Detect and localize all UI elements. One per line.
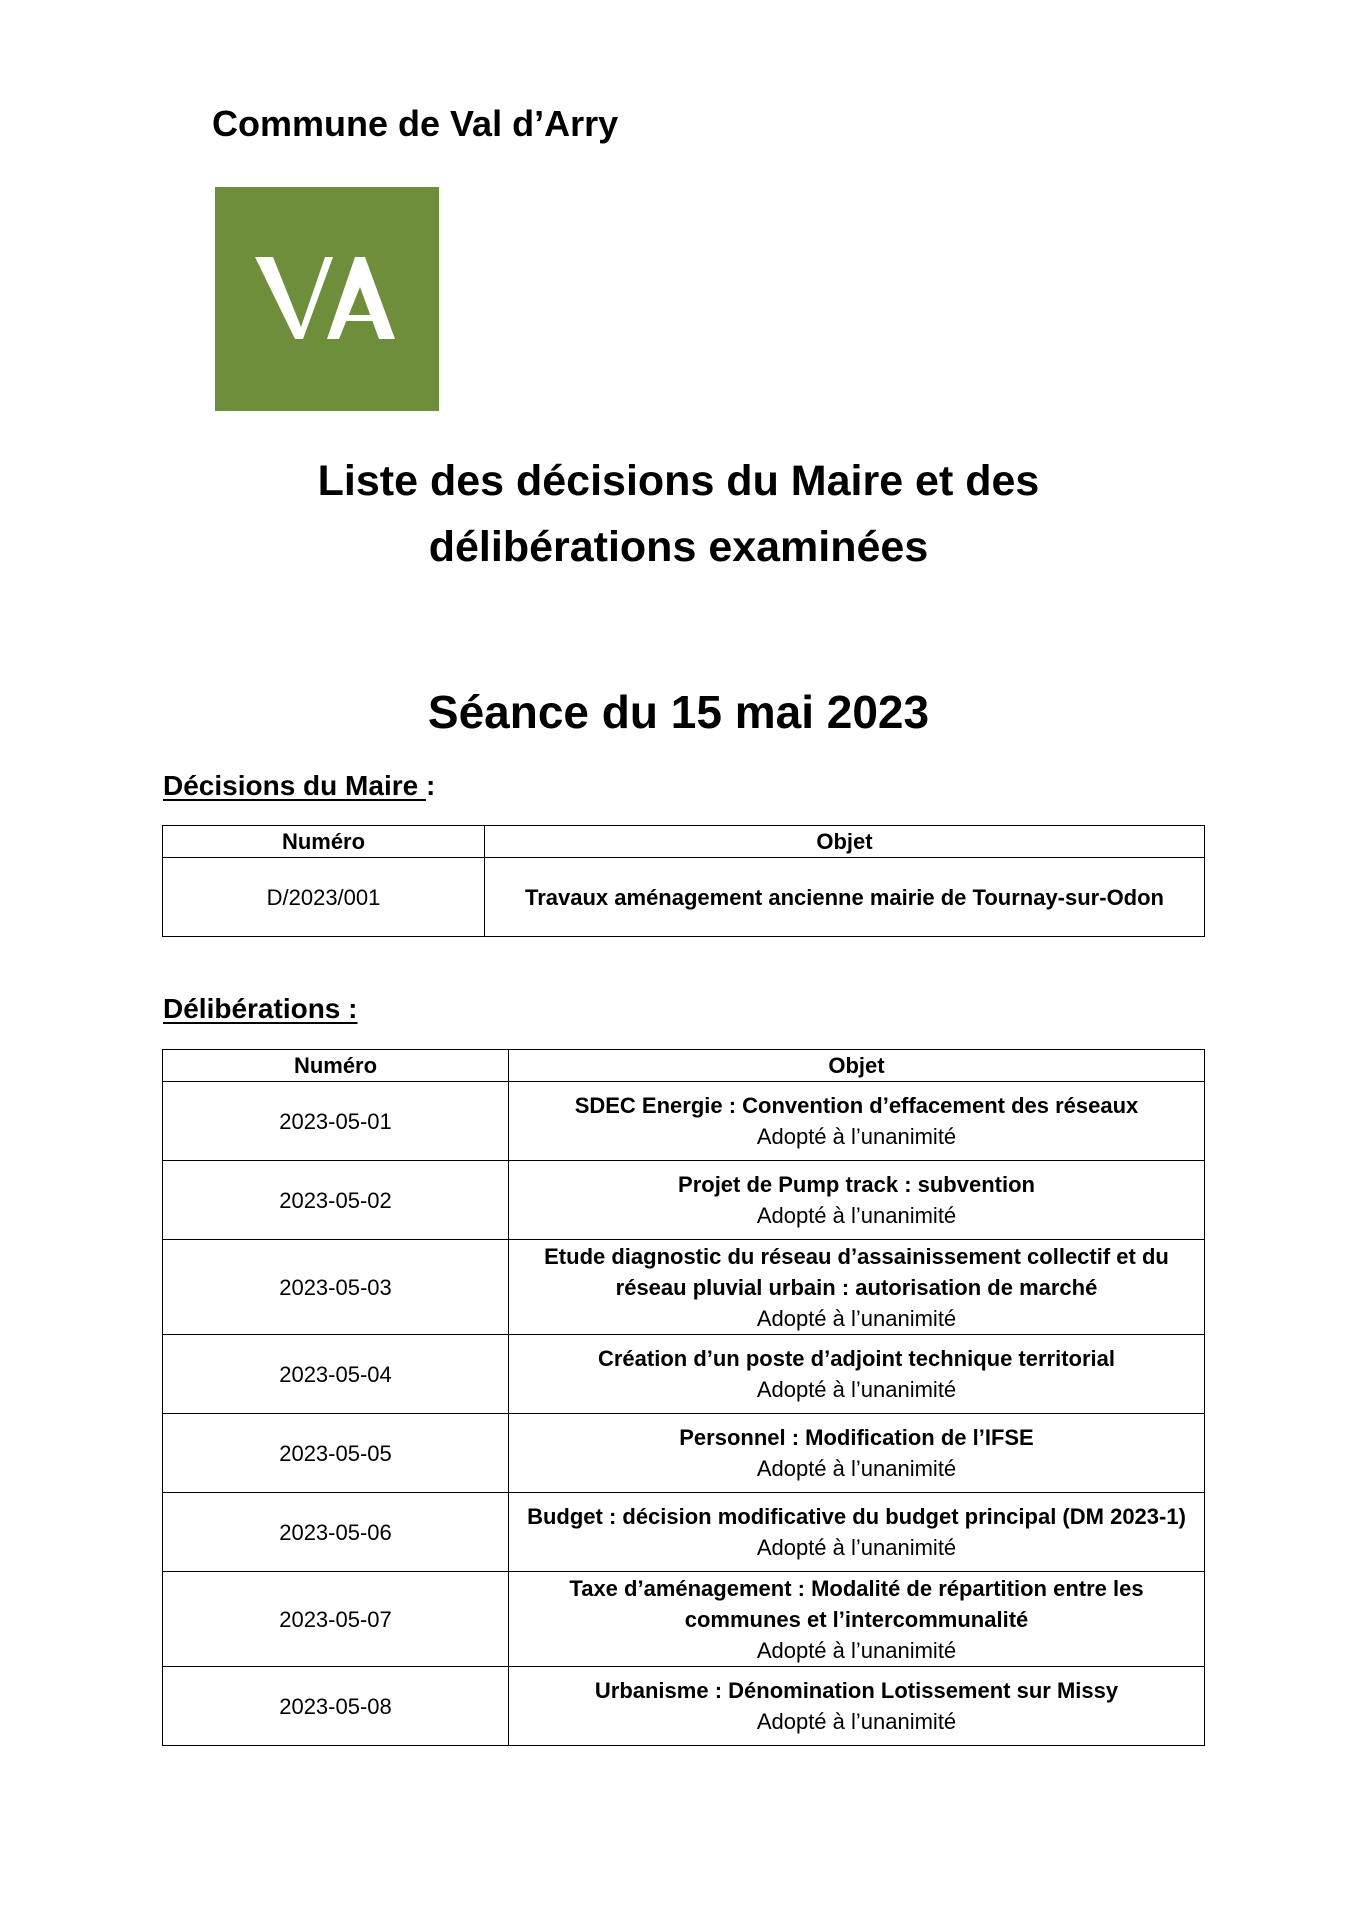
table-row bbox=[163, 1572, 1205, 1667]
table-row bbox=[163, 1161, 1205, 1240]
decision-objet: Travaux aménagement ancienne mairie de Tournay-sur-Odon bbox=[485, 858, 1205, 937]
deliberations-table bbox=[162, 1049, 1205, 1746]
deliberation-numero: 2023-05-06 bbox=[163, 1493, 509, 1572]
deliberation-numero: 2023-05-01 bbox=[163, 1082, 509, 1161]
deliberation-numero: 2023-05-03 bbox=[163, 1240, 509, 1335]
table-row bbox=[163, 1240, 1205, 1335]
deliberation-objet: Personnel : Modification de l’IFSE Adopté à l’unanimité bbox=[509, 1414, 1205, 1493]
column-header-objet: Objet bbox=[485, 826, 1205, 858]
document-title bbox=[0, 448, 1357, 580]
deliberation-numero: 2023-05-08 bbox=[163, 1667, 509, 1746]
deliberation-objet: Etude diagnostic du réseau d’assainissement collectif et du réseau pluvial urbain : autorisation de marché Adopté à l’unanimité bbox=[509, 1240, 1205, 1335]
table-row bbox=[163, 1082, 1205, 1161]
table-row bbox=[163, 1493, 1205, 1572]
decisions-heading: Décisions du Maire : bbox=[163, 770, 436, 801]
deliberation-objet: SDEC Energie : Convention d’effacement des réseaux Adopté à l’unanimité bbox=[509, 1082, 1205, 1161]
table-row bbox=[163, 1667, 1205, 1746]
status-text: Adopté à l’unanimité bbox=[756, 1124, 957, 1149]
deliberation-objet: Projet de Pump track : subvention Adopté à l’unanimité bbox=[509, 1161, 1205, 1240]
commune-logo bbox=[215, 187, 439, 411]
deliberation-numero: 2023-05-07 bbox=[163, 1572, 509, 1667]
status-text: Adopté à l’unanimité bbox=[756, 1377, 957, 1402]
table-row bbox=[163, 1335, 1205, 1414]
deliberations-heading: Délibérations : bbox=[163, 993, 358, 1024]
column-header-numero: Numéro bbox=[163, 826, 485, 858]
va-logo-icon bbox=[215, 187, 439, 411]
deliberation-numero: 2023-05-02 bbox=[163, 1161, 509, 1240]
decision-numero: D/2023/001 bbox=[163, 858, 485, 937]
commune-name: Commune de Val d’Arry bbox=[212, 103, 619, 144]
decisions-table bbox=[162, 825, 1205, 937]
deliberation-numero: 2023-05-05 bbox=[163, 1414, 509, 1493]
status-text: Adopté à l’unanimité bbox=[756, 1637, 957, 1663]
status-text: Adopté à l’unanimité bbox=[756, 1709, 957, 1734]
table-row bbox=[163, 1414, 1205, 1493]
status-text: Adopté à l’unanimité bbox=[756, 1305, 957, 1331]
deliberation-objet: Création d’un poste d’adjoint technique territorial Adopté à l’unanimité bbox=[509, 1335, 1205, 1414]
status-text: Adopté à l’unanimité bbox=[756, 1535, 957, 1560]
seance-date: Séance du 15 mai 2023 bbox=[427, 686, 930, 738]
status-text: Adopté à l’unanimité bbox=[756, 1456, 957, 1481]
deliberation-objet: Taxe d’aménagement : Modalité de répartition entre les communes et l’intercommunalité Adopté à l’unanimité bbox=[509, 1572, 1205, 1667]
deliberation-objet: Budget : décision modificative du budget principal (DM 2023-1) Adopté à l’unanimité bbox=[509, 1493, 1205, 1572]
column-header-numero: Numéro bbox=[163, 1050, 509, 1082]
table-row bbox=[163, 858, 1205, 937]
column-header-objet: Objet bbox=[509, 1050, 1205, 1082]
title-line-1: Liste des décisions du Maire et des bbox=[317, 457, 1040, 505]
deliberation-numero: 2023-05-04 bbox=[163, 1335, 509, 1414]
status-text: Adopté à l’unanimité bbox=[756, 1203, 957, 1228]
title-line-2: délibérations examinées bbox=[428, 523, 929, 571]
deliberation-objet: Urbanisme : Dénomination Lotissement sur Missy Adopté à l’unanimité bbox=[509, 1667, 1205, 1746]
